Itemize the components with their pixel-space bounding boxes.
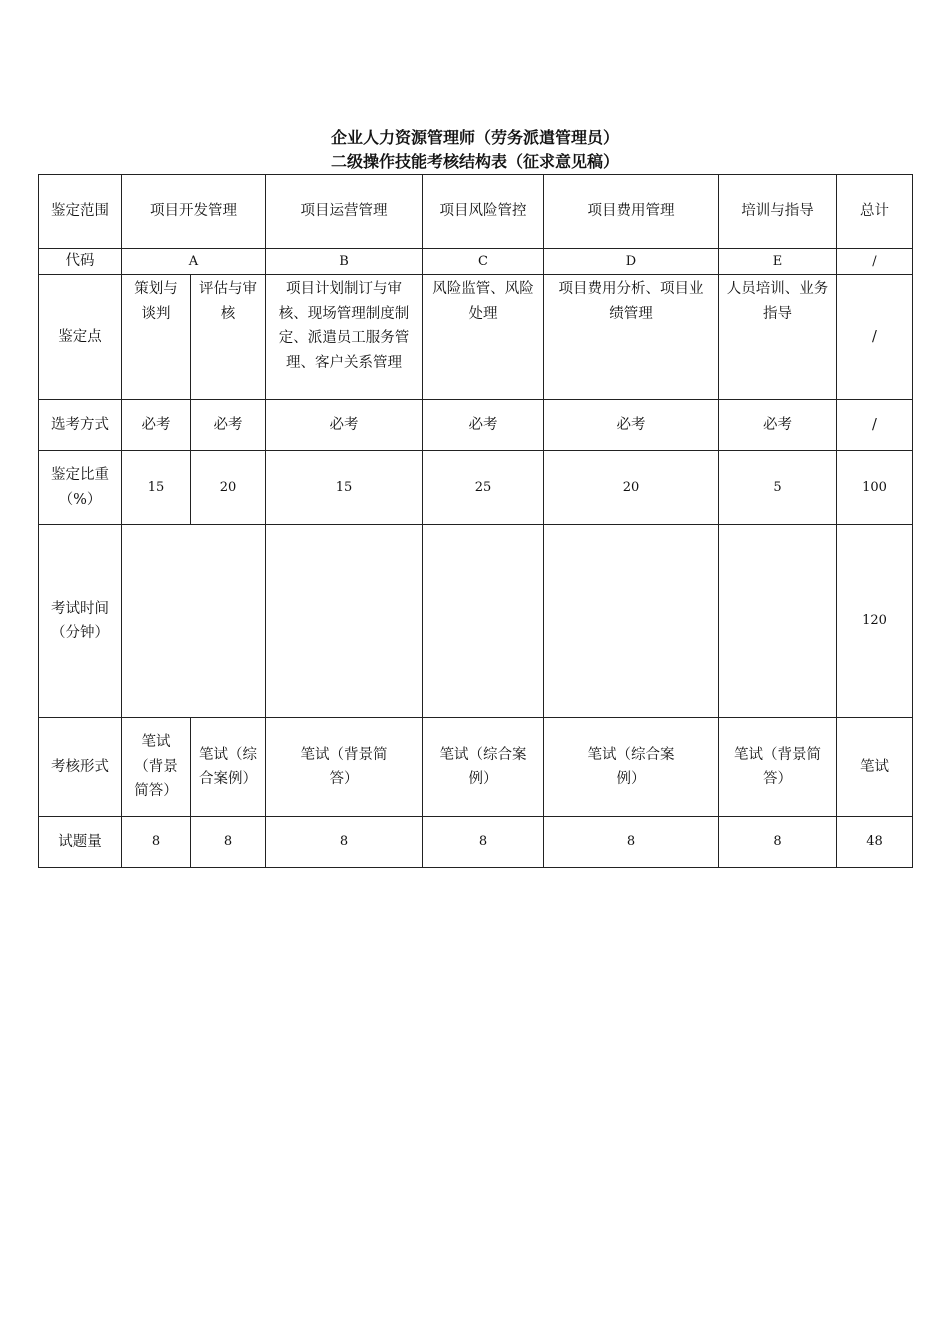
code-d: D [544,249,719,275]
scope-c: 项目风险管控 [423,175,544,249]
point-d: 项目费用分析、项目业绩管理 [544,275,719,400]
count-d: 8 [544,817,719,868]
selection-c: 必考 [423,400,544,451]
format-e: 笔试（背景简答） [719,718,837,817]
selection-a2: 必考 [191,400,266,451]
point-e: 人员培训、业务指导 [719,275,837,400]
table-row [39,718,913,817]
table-row [39,275,913,400]
document-title-line2: 二级操作技能考核结构表（征求意见稿） [330,152,619,171]
selection-d: 必考 [544,400,719,451]
scope-total: 总计 [837,175,913,249]
table-row [39,525,913,718]
format-c: 笔试（综合案例） [423,718,544,817]
format-total: 笔试 [837,718,913,817]
count-b: 8 [266,817,423,868]
scope-b: 项目运营管理 [266,175,423,249]
row-label-points: 鉴定点 [39,275,122,400]
point-total: / [837,275,913,400]
weight-total: 100 [837,451,913,525]
weight-a1: 15 [122,451,191,525]
time-c [423,525,544,718]
code-c: C [423,249,544,275]
scope-d: 项目费用管理 [544,175,719,249]
assessment-structure-table [38,174,913,868]
table-row [39,249,913,275]
selection-a1: 必考 [122,400,191,451]
weight-c: 25 [423,451,544,525]
row-label-format: 考核形式 [39,718,122,817]
selection-e: 必考 [719,400,837,451]
time-a [122,525,266,718]
code-b: B [266,249,423,275]
count-a2: 8 [191,817,266,868]
format-d: 笔试（综合案例） [544,718,719,817]
selection-b: 必考 [266,400,423,451]
row-label-selection: 选考方式 [39,400,122,451]
count-total: 48 [837,817,913,868]
row-label-code: 代码 [39,249,122,275]
point-b: 项目计划制订与审核、现场管理制度制定、派遣员工服务管理、客户关系管理 [266,275,423,400]
count-c: 8 [423,817,544,868]
count-a1: 8 [122,817,191,868]
weight-a2: 20 [191,451,266,525]
point-c: 风险监管、风险处理 [423,275,544,400]
time-e [719,525,837,718]
format-b: 笔试（背景简答） [266,718,423,817]
code-total: / [837,249,913,275]
weight-d: 20 [544,451,719,525]
weight-e: 5 [719,451,837,525]
format-a2: 笔试（综合案例） [191,718,266,817]
count-e: 8 [719,817,837,868]
row-label-time: 考试时间（分钟） [39,525,122,718]
point-a1: 策划与谈判 [122,275,191,400]
document-title-line1: 企业人力资源管理师（劳务派遣管理员） [330,128,619,147]
table-row [39,175,913,249]
row-label-scope: 鉴定范围 [39,175,122,249]
time-d [544,525,719,718]
time-total: 120 [837,525,913,718]
scope-e: 培训与指导 [719,175,837,249]
code-a: A [122,249,266,275]
table-row [39,400,913,451]
point-a2: 评估与审核 [191,275,266,400]
table-row [39,451,913,525]
row-label-count: 试题量 [39,817,122,868]
selection-total: / [837,400,913,451]
code-e: E [719,249,837,275]
row-label-weight: 鉴定比重（%） [39,451,122,525]
time-b [266,525,423,718]
scope-a: 项目开发管理 [122,175,266,249]
weight-b: 15 [266,451,423,525]
table-row [39,817,913,868]
format-a1: 笔试（背景简答） [122,718,191,817]
